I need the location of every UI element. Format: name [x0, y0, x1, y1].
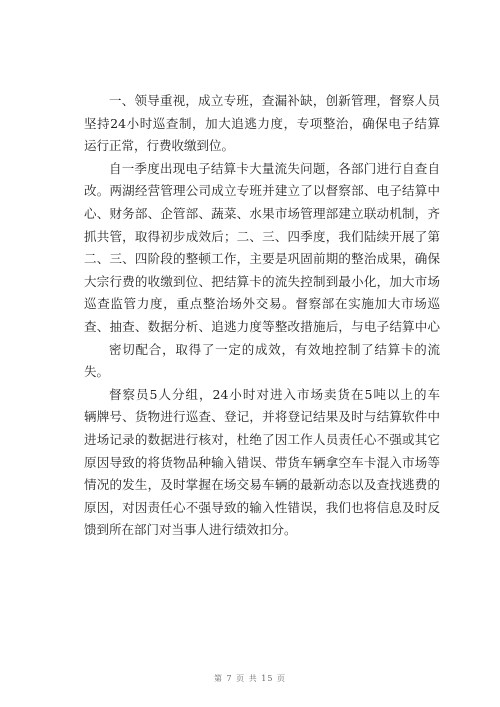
paragraph-2-line-1: 自一季度出现电子结算卡大量流失问题，各部门进行自查自	[109, 160, 440, 176]
paragraph-3-line-2: 辆牌号、货物进行巡查、登记，并将登记结果及时与结算软件中	[84, 409, 440, 425]
paragraph-3-line-3: 进场记录的数据进行核对，杜绝了因工作人员责任心不强或其它	[84, 431, 440, 447]
paragraph-3-line-5: 情况的发生，及时掌握在场交易车辆的最新动态以及查找逃费的	[84, 477, 440, 493]
paragraph-2-line-6: 大宗行费的收缴到位、把结算卡的流失控制到最小化，加大市场	[84, 273, 440, 289]
document-body	[84, 90, 440, 542]
paragraph-2-line-2: 改。两湖经营管理公司成立专班并建立了以督察部、电子结算中	[84, 183, 440, 199]
paragraph-2-line-4: 抓共管，取得初步成效后；二、三、四季度，我们陆续开展了第	[84, 228, 440, 244]
paragraph-2-line-3: 心、财务部、企管部、蔬菜、水果市场管理部建立联动机制，齐	[84, 205, 440, 221]
paragraph-1-line-2: 坚持24小时巡查制，加大追逃力度，专项整治，确保电子结算	[84, 115, 440, 131]
paragraph-3-line-1: 督察员5人分组，24小时对进入市场卖货在5吨以上的车	[109, 386, 440, 402]
paragraph-3-line-7: 馈到所在部门对当事人进行绩效扣分。	[84, 522, 297, 538]
paragraph-1-line-1: 一、领导重视，成立专班，查漏补缺，创新管理，督察人员	[109, 93, 440, 108]
paragraph-2-line-8: 查、抽查、数据分析、追逃力度等整改措施后，与电子结算中心	[84, 318, 440, 334]
paragraph-3-line-6: 原因，对因责任心不强导致的输入性错误，我们也将信息及时反	[84, 499, 440, 515]
paragraph-2-line-7: 巡查监管力度，重点整治场外交易。督察部在实施加大市场巡	[84, 296, 440, 312]
paragraph-1-line-3: 运行正常，行费收缴到位。	[84, 138, 235, 154]
paragraph-2-line-10: 失。	[84, 364, 110, 380]
paragraph-2-line-9: 密切配合，取得了一定的成效，有效地控制了结算卡的流	[109, 341, 440, 357]
page-number-footer: 第 7 页 共 15 页	[214, 674, 286, 683]
paragraph-3-line-4: 原因导致的将货物品种输入错误、带货车辆拿空车卡混入市场等	[84, 454, 440, 470]
paragraph-2-line-5: 二、三、四阶段的整顿工作，主要是巩固前期的整治成果，确保	[84, 251, 440, 267]
